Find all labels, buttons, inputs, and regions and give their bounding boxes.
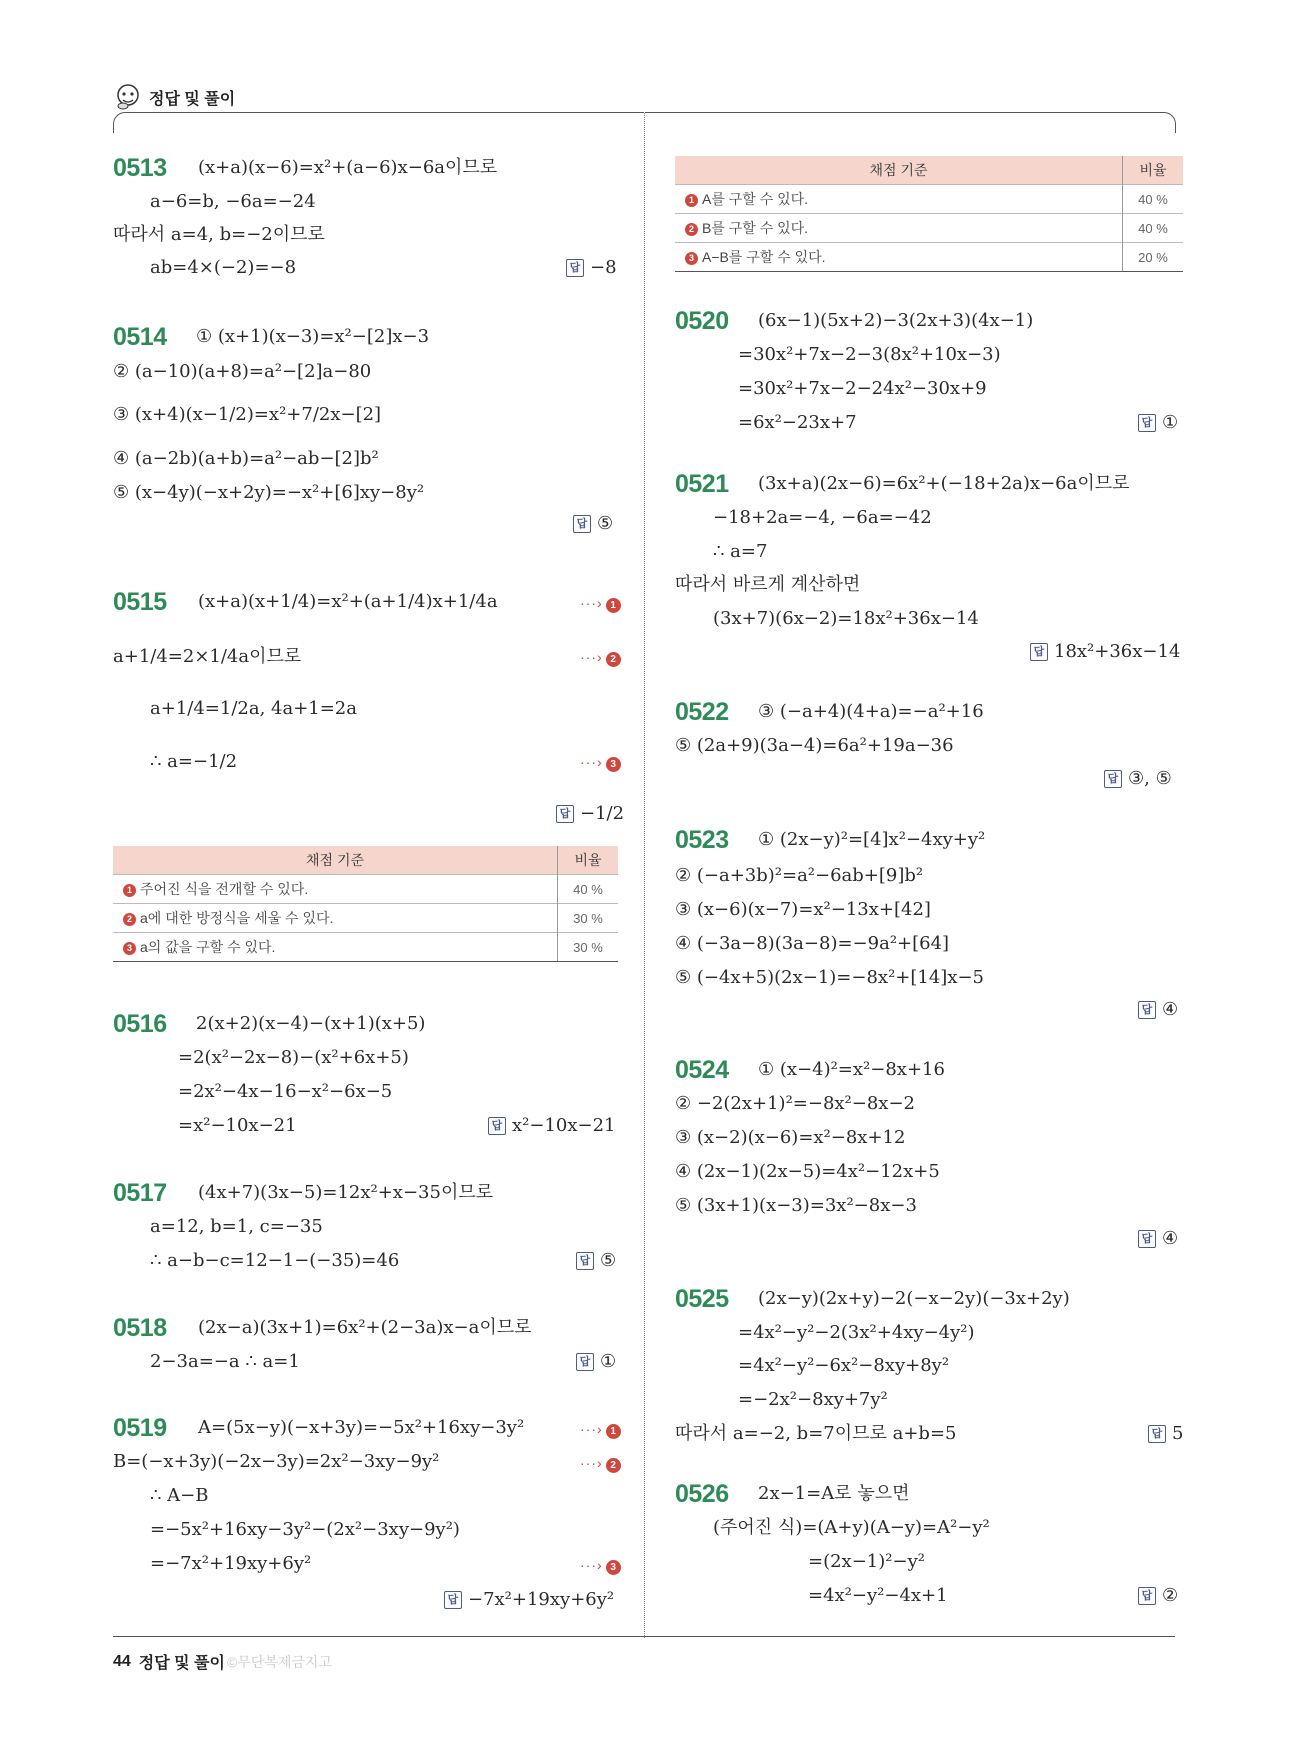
grading-table bbox=[113, 846, 618, 962]
solution-line: =30x²+7x−2−24x²−30x+9 bbox=[738, 378, 987, 399]
solution-line: =4x²−y²−4x+1 bbox=[808, 1585, 948, 1606]
solution-line: =−7x²+19xy+6y² bbox=[150, 1553, 312, 1574]
answer-icon: 답 bbox=[576, 1353, 594, 1371]
solution-line: ⑤ (x−4y)(−x+2y)=−x²+[6]xy−8y² bbox=[113, 482, 425, 503]
answer bbox=[576, 1350, 616, 1374]
answer bbox=[556, 802, 624, 826]
solution-line: (4x+7)(3x−5)=12x²+x−35이므로 bbox=[198, 1182, 494, 1203]
solution-line: ⑤ (−4x+5)(2x−1)=−8x²+[14]x−5 bbox=[675, 967, 985, 988]
answer bbox=[576, 1249, 616, 1273]
solution-line: A=(5x−y)(−x+3y)=−5x²+16xy−3y² bbox=[198, 1417, 525, 1438]
answer-value: ③, ⑤ bbox=[1128, 768, 1172, 789]
solution-line: a+1/4=2×1/4a이므로 bbox=[113, 646, 302, 667]
footer-section-title: 정답 및 풀이 bbox=[138, 1655, 225, 1672]
answer-value: ① bbox=[1162, 412, 1179, 433]
solution-line: ⑤ (3x+1)(x−3)=3x²−8x−3 bbox=[675, 1195, 917, 1216]
solution-line: (x+a)(x+1/4)=x²+(a+1/4)x+1/4a bbox=[198, 591, 498, 612]
answer-icon: 답 bbox=[488, 1117, 506, 1135]
solution-line: a+1/4=1/2a, 4a+1=2a bbox=[150, 698, 357, 719]
answer-value: ② bbox=[1162, 1585, 1179, 1606]
mascot-icon bbox=[113, 82, 143, 112]
problem-number: 0526 bbox=[675, 1480, 729, 1508]
solution-line: ∴ a−b−c=12−1−(−35)=46 bbox=[150, 1250, 400, 1271]
answer bbox=[573, 512, 613, 536]
left-frame bbox=[113, 112, 644, 133]
solution-line: (x+a)(x−6)=x²+(a−6)x−6a이므로 bbox=[198, 157, 498, 178]
problem-number: 0521 bbox=[675, 470, 729, 498]
answer-value: x²−10x−21 bbox=[512, 1115, 616, 1136]
solution-line: ∴ a=−1/2 bbox=[150, 751, 238, 772]
solution-line: 2x−1=A로 놓으면 bbox=[758, 1483, 910, 1504]
solution-line: =−2x²−8xy+7y² bbox=[738, 1389, 888, 1410]
answer-icon: 답 bbox=[1104, 770, 1122, 788]
solution-line: ③ (x+4)(x−1/2)=x²+7/2x−[2] bbox=[113, 404, 382, 425]
solution-line: ① (x+1)(x−3)=x²−[2]x−3 bbox=[196, 326, 430, 347]
answer-icon: 답 bbox=[556, 805, 574, 823]
solution-line: 따라서 바르게 계산하면 bbox=[675, 574, 861, 595]
problem-number: 0519 bbox=[113, 1414, 167, 1442]
solution-line: ∴ a=7 bbox=[713, 541, 768, 562]
solution-line: ③ (−a+4)(4+a)=−a²+16 bbox=[758, 701, 984, 722]
table-row: 1 A를 구할 수 있다. 40 % bbox=[675, 185, 1183, 214]
solution-line: 2−3a=−a ∴ a=1 bbox=[150, 1351, 300, 1372]
table-header-criteria: 채점 기준 bbox=[113, 846, 558, 875]
answer-value: 5 bbox=[1172, 1423, 1184, 1444]
problem-number: 0525 bbox=[675, 1285, 729, 1313]
answer bbox=[1104, 767, 1172, 791]
answer-icon: 답 bbox=[573, 515, 591, 533]
table-header-ratio: 비율 bbox=[1123, 156, 1184, 185]
answer-icon: 답 bbox=[576, 1252, 594, 1270]
step-marker: ···› 1 bbox=[580, 593, 621, 613]
watermark: ©무단복제금지고 bbox=[226, 1653, 332, 1670]
table-row: 3 a의 값을 구할 수 있다. 30 % bbox=[113, 933, 618, 962]
column-divider bbox=[644, 113, 645, 1638]
solution-line: =4x²−y²−2(3x²+4xy−4y²) bbox=[738, 1322, 975, 1343]
step-marker: ···› 3 bbox=[580, 1555, 621, 1575]
solution-line: ④ (a−2b)(a+b)=a²−ab−[2]b² bbox=[113, 448, 379, 469]
answer-value: ⑤ bbox=[600, 1250, 617, 1271]
solution-line: ab=4×(−2)=−8 bbox=[150, 257, 297, 278]
problem-number: 0524 bbox=[675, 1056, 729, 1084]
solution-line: =−5x²+16xy−3y²−(2x²−3xy−9y²) bbox=[150, 1519, 460, 1540]
solution-line: (2x−y)(2x+y)−2(−x−2y)(−3x+2y) bbox=[758, 1288, 1070, 1309]
grading-table bbox=[675, 156, 1183, 272]
table-header-ratio: 비율 bbox=[558, 846, 619, 875]
step-marker: ···› 3 bbox=[580, 752, 621, 772]
table-header-criteria: 채점 기준 bbox=[675, 156, 1123, 185]
right-frame bbox=[645, 112, 1176, 133]
solution-line: ∴ A−B bbox=[150, 1485, 209, 1506]
solution-line: ① (x−4)²=x²−8x+16 bbox=[758, 1059, 945, 1080]
page-footer bbox=[113, 1650, 332, 1673]
solution-line: a=12, b=1, c=−35 bbox=[150, 1216, 323, 1237]
table-row: 1 주어진 식을 전개할 수 있다. 40 % bbox=[113, 875, 618, 904]
answer bbox=[1138, 411, 1178, 435]
page-title: 정답 및 풀이 bbox=[149, 90, 236, 108]
table-row: 2 a에 대한 방정식을 세울 수 있다. 30 % bbox=[113, 904, 618, 933]
answer bbox=[1138, 1584, 1178, 1608]
answer-value: ⑤ bbox=[597, 513, 614, 534]
solution-line: a−6=b, −6a=−24 bbox=[150, 191, 316, 212]
solution-line: (6x−1)(5x+2)−3(2x+3)(4x−1) bbox=[758, 310, 1034, 331]
page-number: 44 bbox=[113, 1652, 131, 1670]
answer-value: ④ bbox=[1162, 1228, 1179, 1249]
solution-line: ① (2x−y)²=[4]x²−4xy+y² bbox=[758, 829, 986, 850]
answer bbox=[1030, 640, 1180, 664]
page-header bbox=[113, 80, 235, 114]
problem-number: 0516 bbox=[113, 1010, 167, 1038]
problem-number: 0513 bbox=[113, 154, 167, 182]
answer-icon: 답 bbox=[1138, 1001, 1156, 1019]
answer-value: −7x²+19xy+6y² bbox=[468, 1589, 615, 1610]
answer-value: −1/2 bbox=[580, 803, 625, 824]
table-row: 3 A−B를 구할 수 있다. 20 % bbox=[675, 243, 1183, 272]
answer-icon: 답 bbox=[1138, 1230, 1156, 1248]
solution-line: =2(x²−2x−8)−(x²+6x+5) bbox=[178, 1047, 409, 1068]
solution-line: −18+2a=−4, −6a=−42 bbox=[713, 507, 932, 528]
bottom-rule bbox=[113, 1636, 1175, 1637]
solution-line: =6x²−23x+7 bbox=[738, 412, 857, 433]
problem-number: 0522 bbox=[675, 698, 729, 726]
solution-line: ④ (2x−1)(2x−5)=4x²−12x+5 bbox=[675, 1161, 940, 1182]
answer-icon: 답 bbox=[566, 259, 584, 277]
solution-line: ② −2(2x+1)²=−8x²−8x−2 bbox=[675, 1093, 915, 1114]
answer bbox=[1138, 1227, 1178, 1251]
solution-line: B=(−x+3y)(−2x−3y)=2x²−3xy−9y² bbox=[113, 1451, 440, 1472]
answer-icon: 답 bbox=[444, 1591, 462, 1609]
answer bbox=[566, 256, 617, 280]
solution-line: 따라서 a=4, b=−2이므로 bbox=[113, 224, 325, 245]
answer-icon: 답 bbox=[1138, 1587, 1156, 1605]
answer-value: ④ bbox=[1162, 999, 1179, 1020]
problem-number: 0515 bbox=[113, 588, 167, 616]
problem-number: 0517 bbox=[113, 1179, 167, 1207]
solution-line: =30x²+7x−2−3(8x²+10x−3) bbox=[738, 344, 1001, 365]
answer bbox=[488, 1114, 616, 1138]
solution-line: (3x+7)(6x−2)=18x²+36x−14 bbox=[713, 608, 979, 629]
answer-value: 18x²+36x−14 bbox=[1054, 641, 1181, 662]
solution-line: ③ (x−6)(x−7)=x²−13x+[42] bbox=[675, 899, 931, 920]
problem-number: 0518 bbox=[113, 1314, 167, 1342]
answer-icon: 답 bbox=[1148, 1425, 1166, 1443]
solution-line: (주어진 식)=(A+y)(A−y)=A²−y² bbox=[713, 1517, 990, 1538]
solution-line: ④ (−3a−8)(3a−8)=−9a²+[64] bbox=[675, 933, 950, 954]
solution-line: 따라서 a=−2, b=7이므로 a+b=5 bbox=[675, 1423, 957, 1444]
solution-line: 2(x+2)(x−4)−(x+1)(x+5) bbox=[196, 1013, 426, 1034]
step-marker: ···› 1 bbox=[580, 1419, 621, 1439]
solution-line: ② (a−10)(a+8)=a²−[2]a−80 bbox=[113, 361, 372, 382]
step-marker: ···› 2 bbox=[580, 1453, 621, 1473]
solution-line: =x²−10x−21 bbox=[178, 1115, 297, 1136]
solution-line: ③ (x−2)(x−6)=x²−8x+12 bbox=[675, 1127, 906, 1148]
problem-number: 0514 bbox=[113, 323, 167, 351]
answer-icon: 답 bbox=[1030, 643, 1048, 661]
table-row: 2 B를 구할 수 있다. 40 % bbox=[675, 214, 1183, 243]
solution-line: (2x−a)(3x+1)=6x²+(2−3a)x−a이므로 bbox=[198, 1317, 532, 1338]
problem-number: 0520 bbox=[675, 307, 729, 335]
solution-line: (3x+a)(2x−6)=6x²+(−18+2a)x−6a이므로 bbox=[758, 473, 1130, 494]
solution-line: =(2x−1)²−y² bbox=[808, 1551, 925, 1572]
solution-line: ② (−a+3b)²=a²−6ab+[9]b² bbox=[675, 865, 924, 886]
solution-line: ⑤ (2a+9)(3a−4)=6a²+19a−36 bbox=[675, 735, 954, 756]
answer-value: −8 bbox=[590, 257, 617, 278]
answer-icon: 답 bbox=[1138, 414, 1156, 432]
answer bbox=[444, 1588, 614, 1612]
solution-line: =4x²−y²−6x²−8xy+8y² bbox=[738, 1355, 950, 1376]
solution-line: =2x²−4x−16−x²−6x−5 bbox=[178, 1081, 393, 1102]
answer bbox=[1138, 998, 1178, 1022]
problem-number: 0523 bbox=[675, 826, 729, 854]
answer-value: ① bbox=[600, 1351, 617, 1372]
answer bbox=[1148, 1422, 1183, 1446]
step-marker: ···› 2 bbox=[580, 647, 621, 667]
